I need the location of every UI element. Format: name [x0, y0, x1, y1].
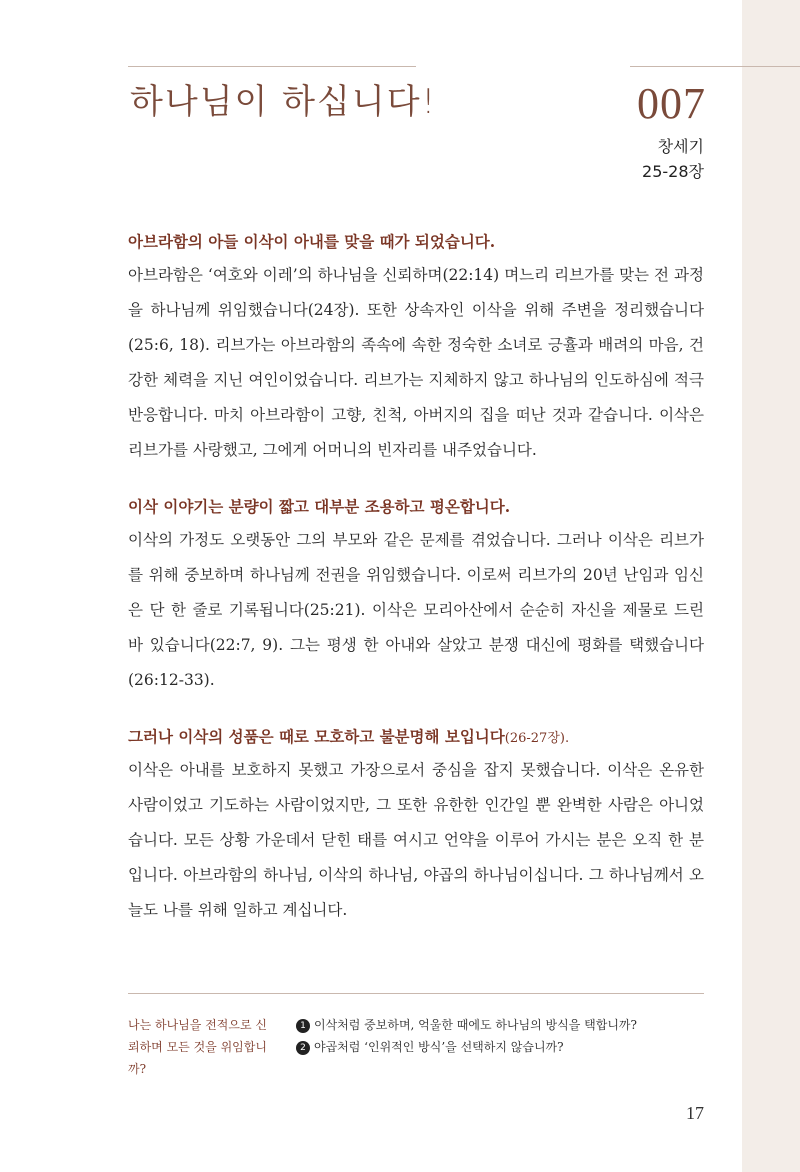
section-1 — [128, 228, 704, 468]
reflection-question: 나는 하나님을 전적으로 신뢰하며 모든 것을 위임합니까? — [128, 1018, 267, 1076]
footer-rule — [128, 993, 704, 994]
section-body: 아브라함은 ‘여호와 이레’의 하나님을 신뢰하며(22:14) 며느리 리브가를 맞는 전 과정을 하나님께 위임했습니다(24장). 또한 상속자인 이삭을 위해 주변을 정리했습니다(25:6, 18). 리브가는 아브라함의 족속에 속한 정숙한 소녀로 긍휼과 배려의 마음, 건강한 체력을 지닌 여인이었습니다. 리브가는 지체하지 않고 하나님의 인도하심에 적극 반응합니다. 마치 아브라함이 고향, 친척, 아버지의 집을 떠난 것과 같습니다. 이삭은 리브가를 사랑했고, 그에게 어머니의 빈자리를 내주었습니다. — [128, 266, 704, 459]
number-badge-icon: 1 — [296, 1019, 310, 1033]
heading-text: 이삭 이야기는 분량이 짧고 대부분 조용하고 평온합니다. — [128, 497, 511, 516]
reflection-item — [296, 1036, 706, 1058]
page-title: 하나님이 하십니다! — [130, 82, 438, 122]
reflection-item-text: 이삭처럼 중보하며, 억울한 때에도 하나님의 방식을 택합니까? — [314, 1018, 637, 1032]
chapter-range: 25-28장 — [642, 162, 704, 181]
heading-text: 아브라함의 아들 이삭이 아내를 맞을 때가 되었습니다. — [128, 232, 496, 251]
section-3 — [128, 723, 704, 928]
day-number: 007 — [637, 79, 706, 128]
header-rule-left — [128, 66, 416, 67]
section-heading — [128, 493, 704, 523]
section-body: 이삭은 아내를 보호하지 못했고 가장으로서 중심을 잡지 못했습니다. 이삭은 온유한 사람이었고 기도하는 사람이었지만, 그 또한 유한한 인간일 뿐 완벽한 사람은 아니었습니다. 모든 상황 가운데서 닫힌 태를 여시고 언약을 이루어 가시는 분은 오직 한 분입니다. 아브라함의 하나님, 이삭의 하나님, 야곱의 하나님이십니다. 그 하나님께서 오늘도 나를 위해 일하고 계십니다. — [128, 761, 704, 919]
book-name: 창세기 — [657, 137, 704, 156]
section-heading — [128, 228, 704, 258]
main-content — [128, 228, 704, 953]
section-heading — [128, 723, 704, 753]
reflection-list — [296, 1014, 706, 1058]
number-badge-icon: 2 — [296, 1041, 310, 1055]
reflection-item — [296, 1014, 706, 1036]
section-body: 이삭의 가정도 오랫동안 그의 부모와 같은 문제를 겪었습니다. 그러나 이삭은 리브가를 위해 중보하며 하나님께 전권을 위임했습니다. 이로써 리브가의 20년 난임과 임신은 단 한 줄로 기록됩니다(25:21). 이삭은 모리아산에서 순순히 자신을 제물로 드린 바 있습니다(22:7, 9). 그는 평생 한 아내와 살았고 분쟁 대신에 평화를 택했습니다(26:12-33). — [128, 531, 704, 689]
section-2 — [128, 493, 704, 698]
side-margin-band — [742, 0, 800, 1172]
header-rule-right — [630, 66, 800, 67]
reflection-item-text: 야곱처럼 ‘인위적인 방식’을 선택하지 않습니까? — [314, 1040, 564, 1054]
scripture-reference — [642, 134, 704, 184]
page-number: 17 — [686, 1103, 704, 1123]
heading-text: 그러나 이삭의 성품은 때로 모호하고 불분명해 보입니다 — [128, 727, 505, 746]
heading-ref: (26-27장). — [504, 731, 570, 746]
